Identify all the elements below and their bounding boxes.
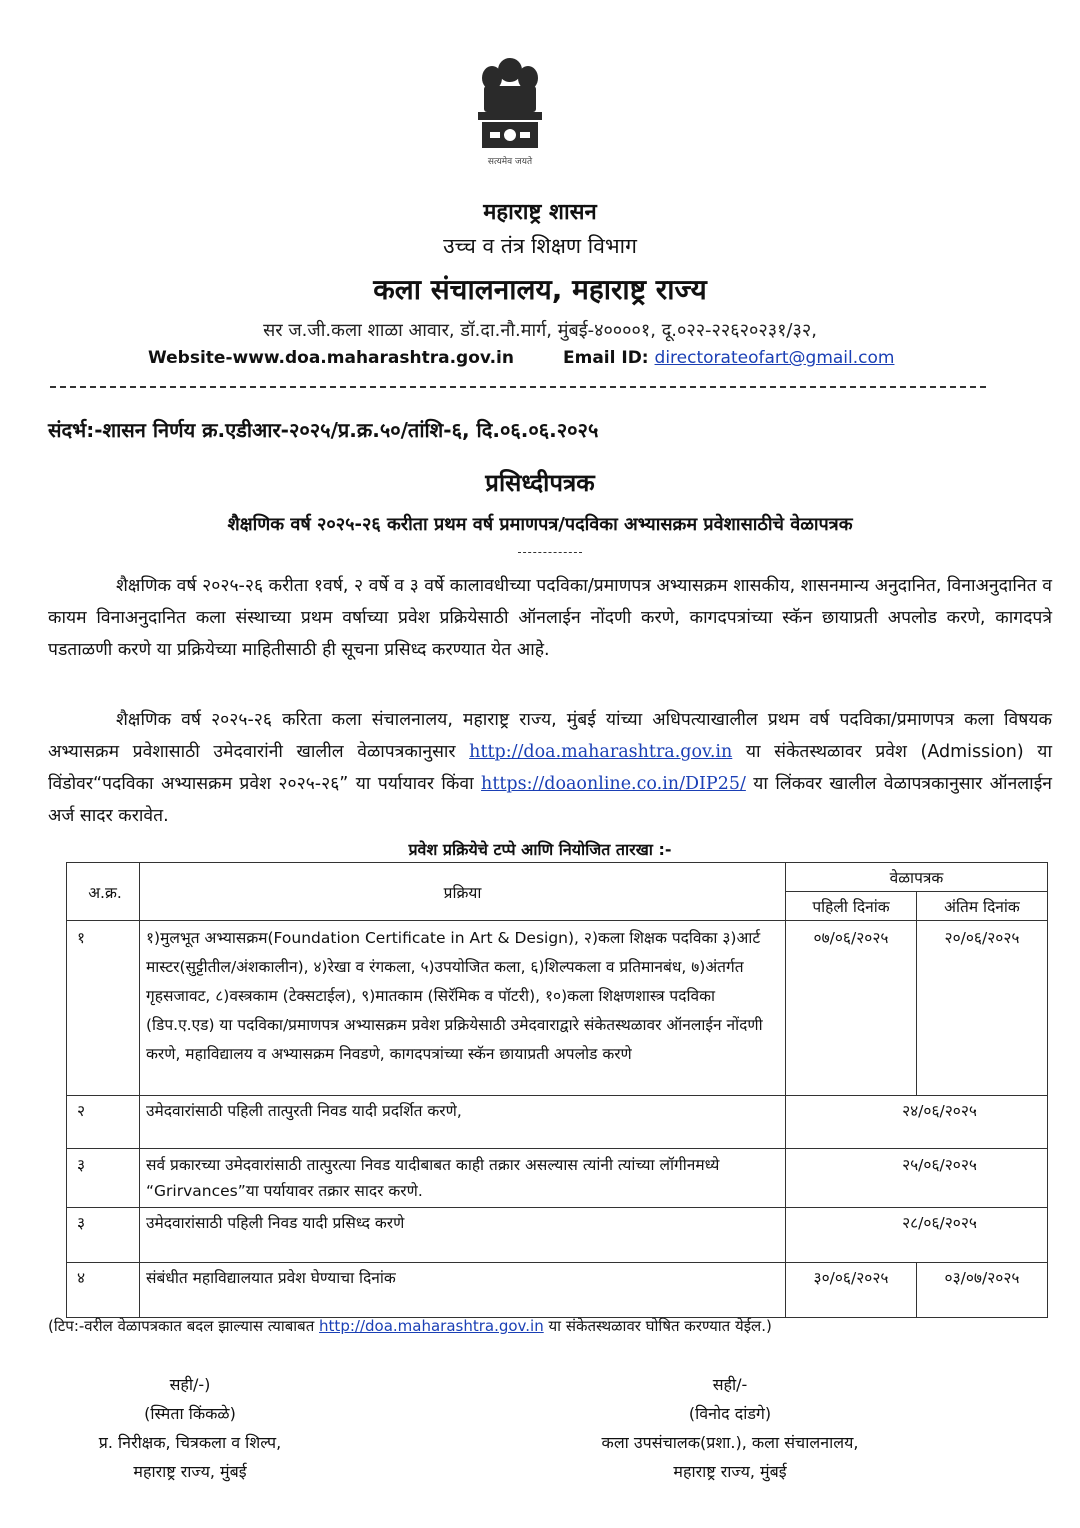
footnote-text: या संकेतस्थळावर घोषित करण्यात येईल.) [543,1317,772,1335]
cell-serial: २ [67,1096,140,1149]
ashoka-emblem-icon [468,52,552,164]
paragraph-text: या संकेतस्थळावर प्रवेश (Admission) या विंडोवर“पदविका अभ्यासक्रम प्रवेश २०२५-२६” या पर्यायावर किंवा [48,742,1052,794]
cell-date: २४/०६/२०२५ [786,1096,1048,1149]
notice-subject: शैक्षणिक वर्ष २०२५-२६ करीता प्रथम वर्ष प्रमाणपत्र/पदविका अभ्यासक्रम प्रवेशासाठीचे वेळापत्रक [227,514,853,535]
cell-serial: ३ [67,1149,140,1208]
email-label: Email ID: [563,348,655,368]
paragraph-text: या लिंकवर खालील वेळापत्रकानुसार ऑनलाईन अर्ज सादर करावेत. [48,774,1053,826]
website-text: Website-www.doa.maharashtra.gov.in [148,348,514,368]
subject-separator [518,552,582,553]
signature-right [540,1370,920,1486]
cell-process: सर्व प्रकारच्या उमेदवारांसाठी तात्पुरत्या निवड यादीबाबत काही तक्रार असल्यास त्यांनी त्यांच्या लॉगीनमध्ये “Grirvances”या पर्यायावर तक्रार सादर करणे. [140,1149,786,1208]
cell-process: १)मुलभूत अभ्यासक्रम(Foundation Certificate in Art & Design), २)कला शिक्षक पदविका ३)आर्ट मास्टर(सुट्टीतील/अंशकालीन), ४)रेखा व रंगकला, ५)उपयोजित कला, ६)शिल्पकला व प्रतिमानबंध, ७)अंतर्गत गृहसजावट, ८)वस्त्रकाम (टेक्सटाईल), ९)मातकाम (सिरॅमिक व पॉटरी), १०)कला शिक्षणशास्त्र पदविका (डिप.ए.एड) या पदविका/प्रमाणपत्र अभ्यासक्रम प्रवेश प्रक्रियेसाठी उमेदवाराद्वारे संकेतस्थळावर ऑनलाईन नोंदणी करणे, महाविद्यालय व अभ्यासक्रम निवडणे, कागदपत्रांच्या स्कॅन छायाप्रती अपलोड करणे [140,921,786,1096]
cell-serial: ४ [67,1263,140,1318]
table-row [67,1096,1048,1149]
footnote-link[interactable]: http://doa.maharashtra.gov.in [319,1317,544,1335]
signatory-place: महाराष्ट्र राज्य, मुंबई [673,1462,787,1481]
header-divider [50,386,986,388]
signatory-name: (विनोद दांडगे) [688,1404,772,1423]
table-row [67,1263,1048,1318]
reference-line: संदर्भ:-शासन निर्णय क्र.एडीआर-२०२५/प्र.क्र.५०/तांशि-६, दि.०६.०६.२०२५ [48,418,599,442]
header-serial: अ.क्र. [67,863,140,921]
signature-signed: सही/-) [169,1375,211,1394]
cell-serial: ३ [67,1208,140,1263]
notice-title: प्रसिध्दीपत्रक [485,469,595,497]
header-schedule: वेळापत्रक [786,863,1048,892]
paragraph-intro: शैक्षणिक वर्ष २०२५-२६ करीता १वर्ष, २ वर्षे व ३ वर्षे कालावधीच्या पदविका/प्रमाणपत्र अभ्यासक्रम शासकीय, शासनमान्य अनुदानित, विनाअनुदानित व कायम विनाअनुदानित कला संस्थाच्या प्रथम वर्षाच्या प्रवेश प्रक्रियेसाठी ऑनलाईन नोंदणी करणे, कागदपत्रांच्या स्कॅन छायाप्रती अपलोड करणे, कागदपत्रे पडताळणी करणे या प्रक्रियेच्या माहितीसाठी ही सूचना प्रसिध्द करण्यात येत आहे. [48,576,1052,660]
cell-date: २८/०६/२०२५ [786,1208,1048,1263]
cell-process: उमेदवारांसाठी पहिली तात्पुरती निवड यादी प्रदर्शित करणे, [140,1096,786,1149]
footnote-text: (टिप:-वरील वेळापत्रकात बदल झाल्यास त्याबाबत [48,1317,320,1335]
cell-last-date: २०/०६/२०२५ [917,921,1048,1096]
cell-serial: १ [67,921,140,1096]
cell-last-date: ०३/०७/२०२५ [917,1263,1048,1318]
table-row [67,1208,1048,1263]
cell-first-date: ०७/०६/२०२५ [786,921,917,1096]
government-name: महाराष्ट्र शासन [483,200,597,225]
cell-process: संबंधीत महाविद्यालयात प्रवेश घेण्याचा दिनांक [140,1263,786,1318]
office-address: सर ज.जी.कला शाळा आवार, डॉ.दा.नौ.मार्ग, मुंबई-४००००१, दू.०२२-२२६२०२३१/३२, [263,320,817,341]
cell-date: २५/०६/२०२५ [786,1149,1048,1208]
paragraph-text: शैक्षणिक वर्ष २०२५-२६ करिता कला संचालनालय, महाराष्ट्र राज्य, मुंबई यांच्या अधिपत्याखालील प्रथम वर्ष पदविका/प्रमाणपत्र कला विषयक अभ्यासक्रम प्रवेशासाठी उमेदवारांनी खालील वेळापत्रकानुसार [48,710,1052,762]
signature-left [60,1370,320,1486]
schedule-table-title: प्रवेश प्रक्रियेचे टप्पे आणि नियोजित तारखा :- [408,840,672,859]
email-link[interactable]: directorateofart@gmail.com [654,348,895,368]
signatory-designation: प्र. निरीक्षक, चित्रकला व शिल्प, [98,1433,282,1452]
schedule-table [66,862,1048,1318]
email-line [563,348,894,368]
signatory-designation: कला उपसंचालक(प्रशा.), कला संचालनालय, [601,1433,859,1452]
table-row [67,921,1048,1096]
table-header-row [67,863,1048,892]
doa-website-link[interactable]: http://doa.maharashtra.gov.in [469,742,733,762]
signatory-name: (स्मिता किंकळे) [144,1404,236,1423]
footnote [48,1316,772,1336]
header-first-date: पहिली दिनांक [786,892,917,921]
signatory-place: महाराष्ट्र राज्य, मुंबई [133,1462,247,1481]
cell-process: उमेदवारांसाठी पहिली निवड यादी प्रसिध्द करणे [140,1208,786,1263]
directorate-name: कला संचालनालय, महाराष्ट्र राज्य [373,273,707,306]
department-name: उच्च व तंत्र शिक्षण विभाग [443,234,637,258]
paragraph-instructions [48,704,1052,832]
table-row [67,1149,1048,1208]
header-last-date: अंतिम दिनांक [917,892,1048,921]
emblem-motto: सत्यमेव जयते [487,157,533,167]
header-process: प्रक्रिया [140,863,786,921]
cell-first-date: ३०/०६/२०२५ [786,1263,917,1318]
doaonline-link[interactable]: https://doaonline.co.in/DIP25/ [481,774,746,794]
signature-signed: सही/- [712,1375,748,1394]
